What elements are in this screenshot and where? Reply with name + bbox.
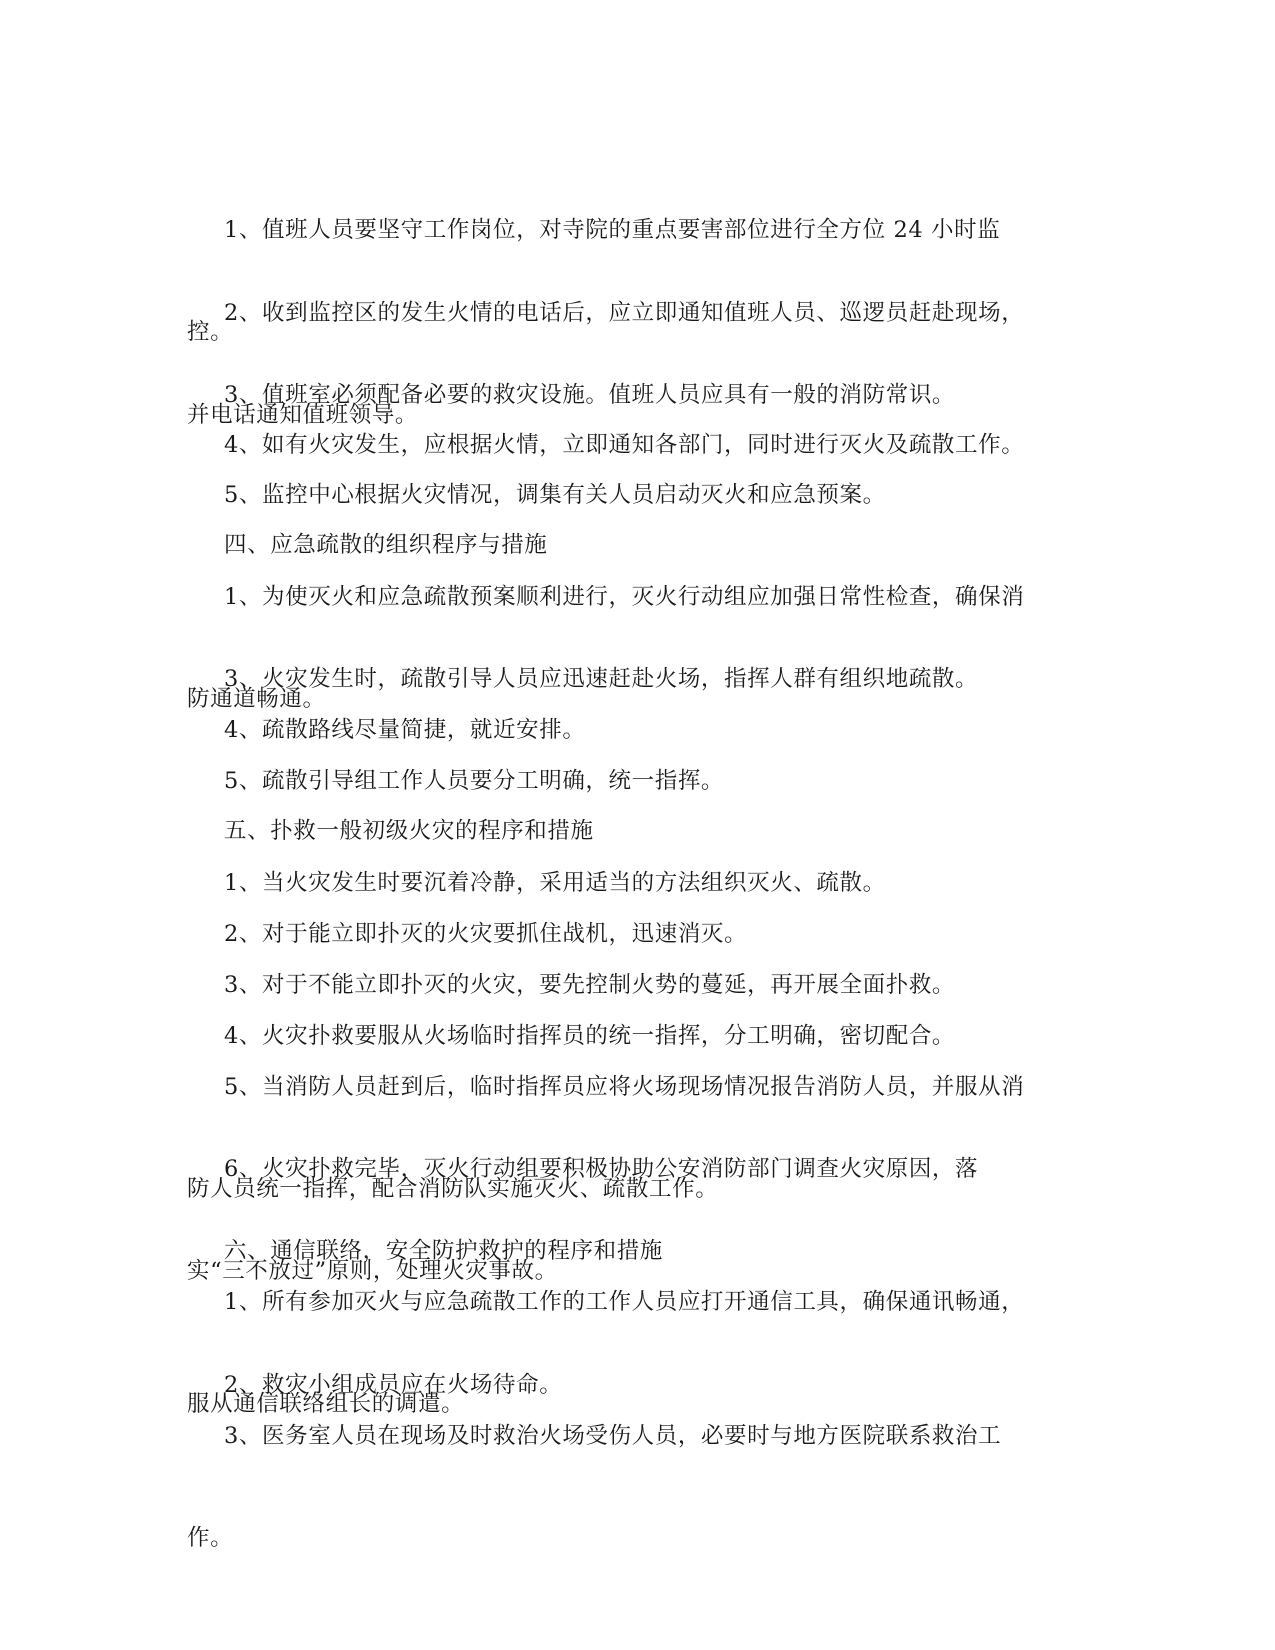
paragraph-comm-3 [187, 1351, 1077, 1623]
text-line: 2、对于能立即扑灭的火灾要抓住战机，迅速消灭。 [224, 921, 748, 947]
section-heading-text: 六、通信联络，安全防护救护的程序和措施 [224, 1238, 663, 1264]
text-line: 2、收到监控区的发生火情的电话后，应立即通知值班人员、巡逻员赶赴现场， [224, 300, 1025, 326]
text-line: 3、值班室必须配备必要的救灾设施。值班人员应具有一般的消防常识。 [224, 382, 956, 408]
text-line: 5、监控中心根据火灾情况，调集有关人员启动灭火和应急预案。 [224, 482, 886, 508]
text-line: 5、疏散引导组工作人员要分工明确，统一指挥。 [224, 768, 725, 794]
text-line: 作。 [187, 1525, 234, 1551]
text-line: 3、医务室人员在现场及时救治火场受伤人员，必要时与地方医院联系救治工 [224, 1423, 1002, 1449]
text-line: 4、如有火灾发生，应根据火情，立即通知各部门，同时进行灭火及疏散工作。 [224, 432, 1025, 458]
text-line: 4、疏散路线尽量简捷，就近安排。 [224, 717, 586, 743]
text-line: 实“三不放过”原则，处理火灾事故。 [187, 1258, 558, 1284]
text-line: 3、火灾发生时，疏散引导人员应迅速赶赴火场，指挥人群有组织地疏散。 [224, 666, 979, 692]
text-line: 2、救灾小组成员应在火场待命。 [224, 1372, 563, 1398]
text-line: 1、为使灭火和应急疏散预案顺利进行，灭火行动组应加强日常性检查，确保消 [224, 584, 1025, 610]
text-line: 服从通信联络组长的调遣。 [187, 1391, 465, 1417]
text-line: 1、所有参加灭火与应急疏散工作的工作人员应打开通信工具，确保通讯畅通， [224, 1289, 1025, 1315]
text-line: 并电话通知值班领导。 [187, 402, 419, 428]
text-line: 3、对于不能立即扑灭的火灾，要先控制火势的蔓延，再开展全面扑救。 [224, 972, 956, 998]
text-line: 控。 [187, 319, 234, 345]
section-heading-text: 五、扑救一般初级火灾的程序和措施 [224, 818, 594, 844]
text-line: 6、火灾扑救完毕，灭火行动组要积极协助公安消防部门调查火灾原因，落 [224, 1156, 979, 1182]
text-line: 1、值班人员要坚守工作岗位，对寺院的重点要害部位进行全方位 24 小时监 [224, 217, 1001, 243]
text-line: 防通道畅通。 [187, 686, 326, 712]
text-line: 5、当消防人员赶到后，临时指挥员应将火场现场情况报告消防人员，并服从消 [224, 1074, 1025, 1100]
text-line: 防人员统一指挥，配合消防队实施灭火、疏散工作。 [187, 1176, 719, 1202]
text-line: 4、火灾扑救要服从火场临时指挥员的统一指挥，分工明确，密切配合。 [224, 1023, 956, 1049]
section-heading-text: 四、应急疏散的组织程序与措施 [224, 532, 548, 558]
text-line: 1、当火灾发生时要沉着冷静，采用适当的方法组织灭火、疏散。 [224, 870, 886, 896]
